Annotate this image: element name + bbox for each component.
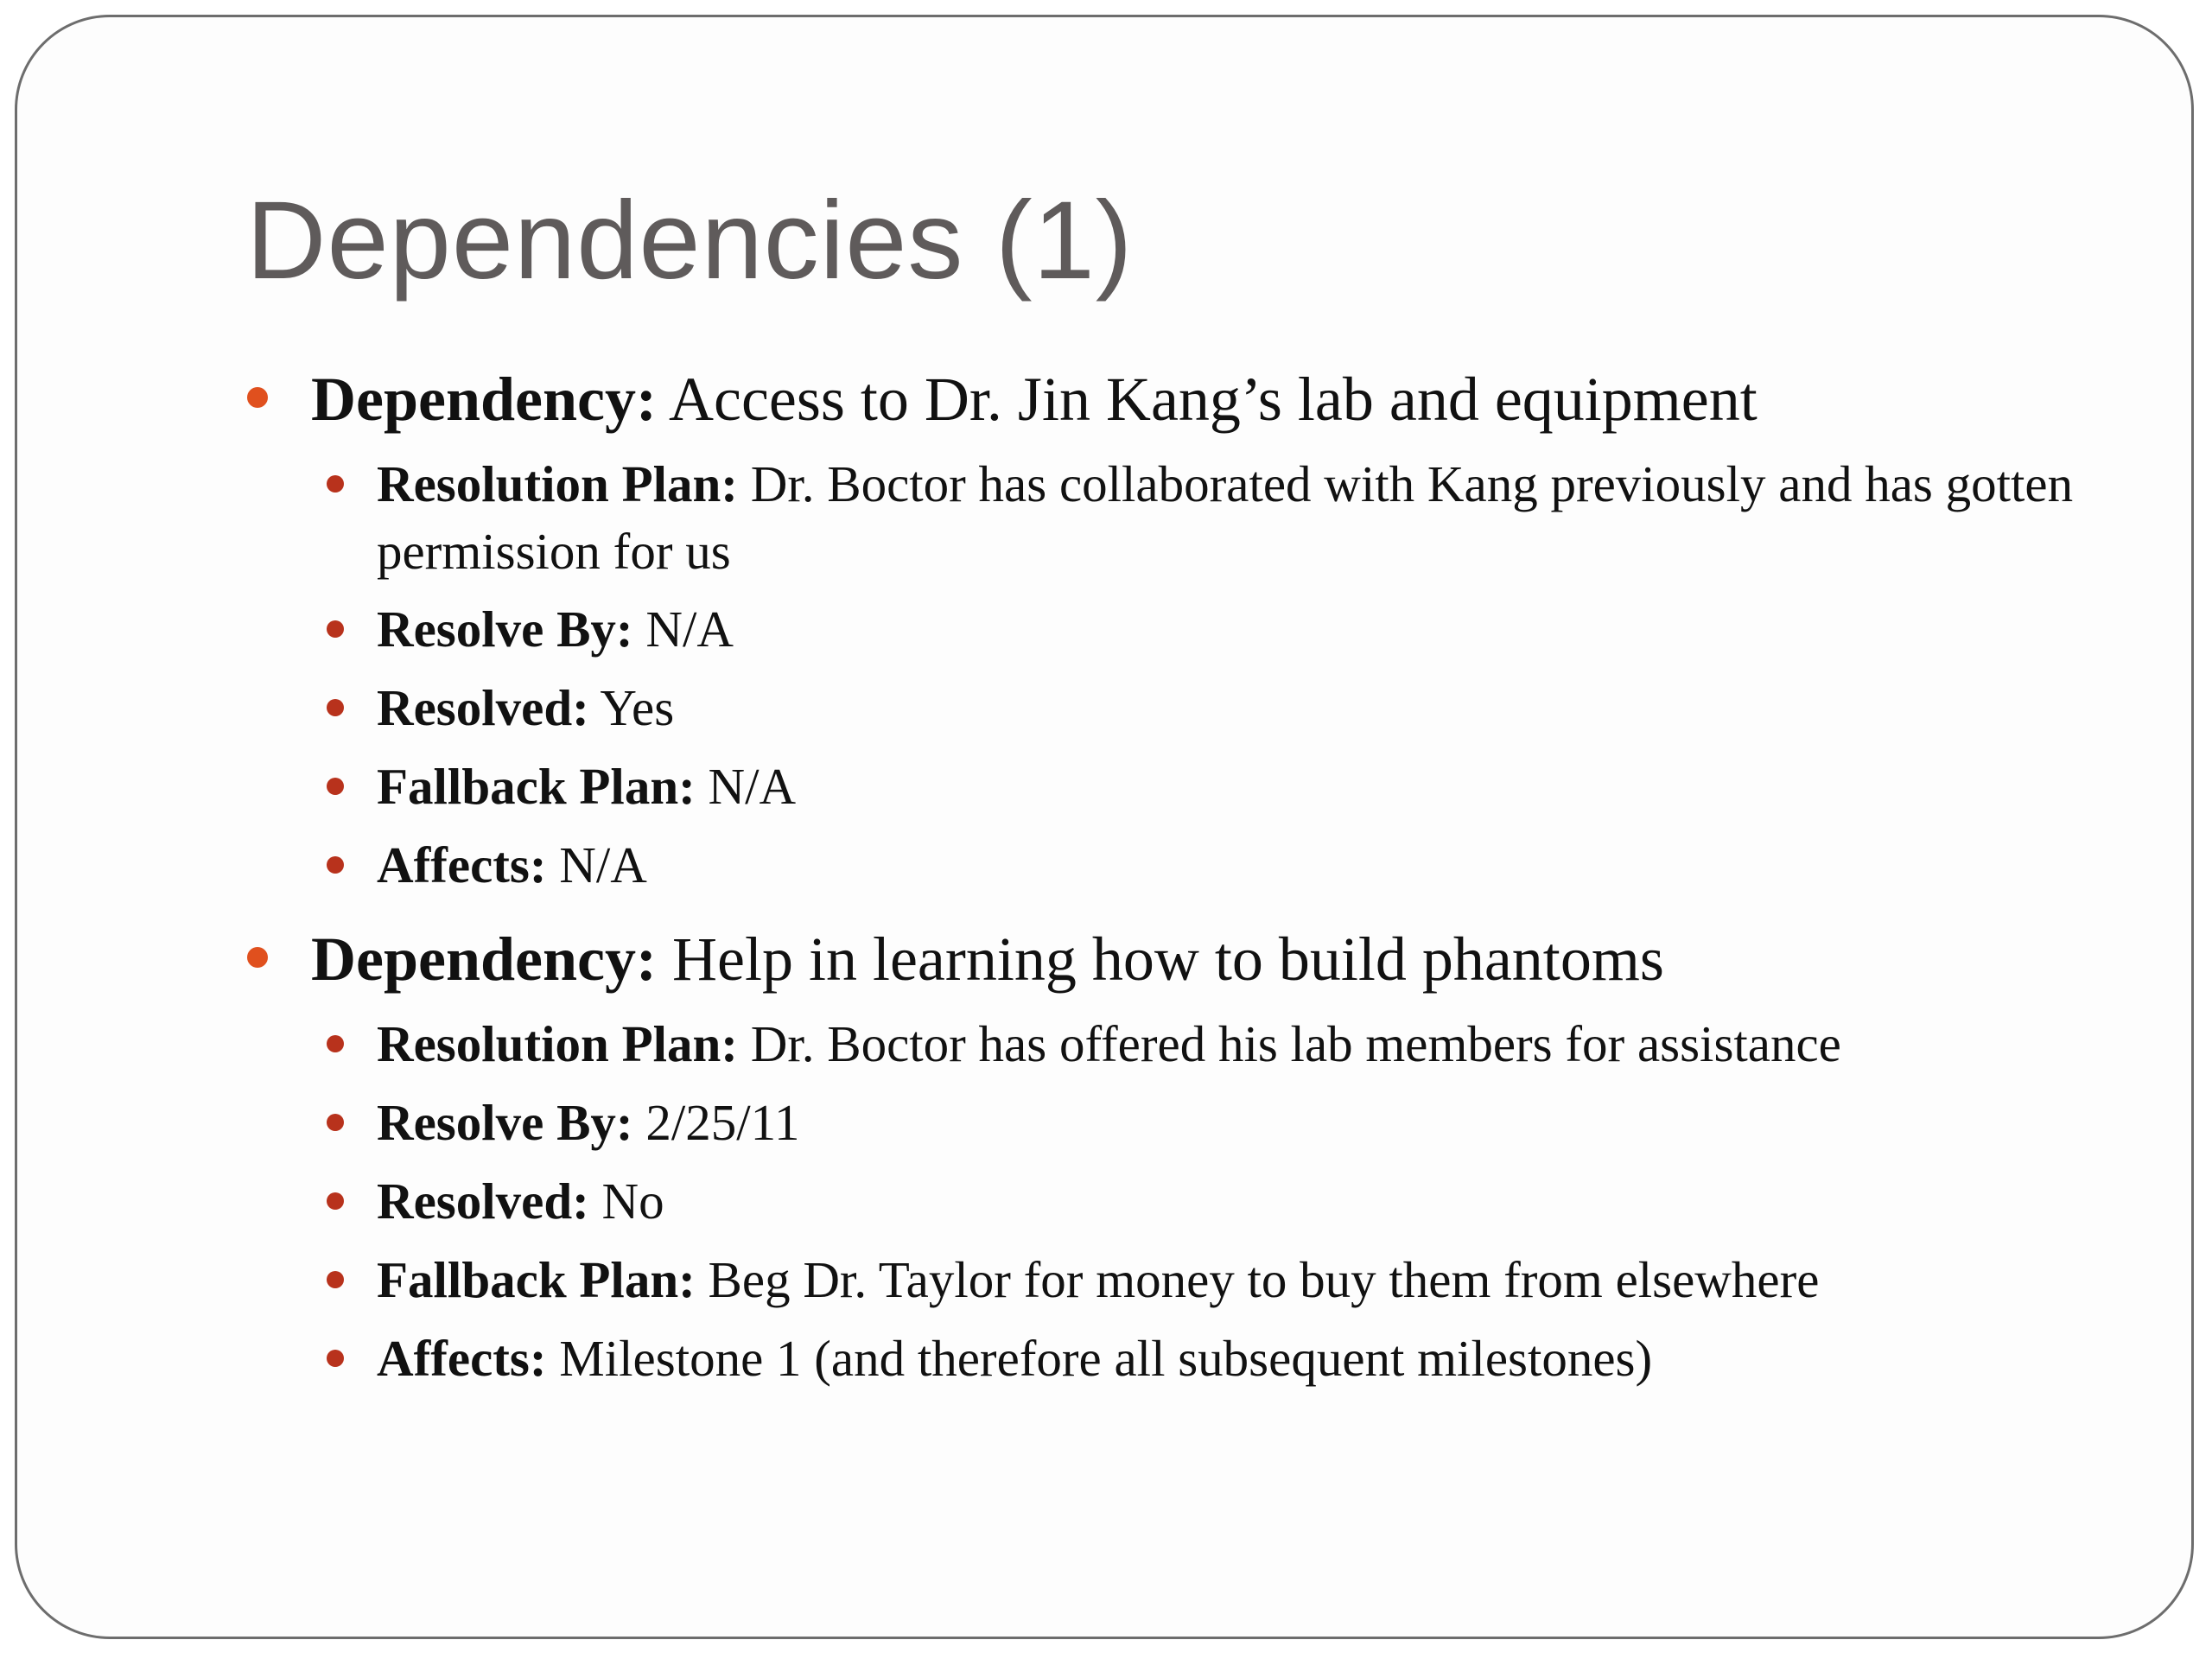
detail-text: Beg Dr. Taylor for money to buy them from elsewhere [695,1251,1820,1308]
detail-label: Affects: [377,1330,547,1387]
detail-label: Fallback Plan: [377,758,696,815]
detail-resolved [377,674,674,741]
sub-bullet-icon [327,1192,344,1210]
bullet-icon [247,387,268,408]
detail-text: 2/25/11 [632,1094,800,1151]
dependency-item [311,925,1664,994]
sub-bullet-icon [327,699,344,716]
detail-label: Affects: [377,836,547,893]
detail-resolution-plan [377,450,2105,585]
detail-text: Dr. Boctor has offered his lab members for assistance [737,1015,1841,1072]
detail-resolve-by [377,595,734,663]
dependency-label: Dependency: [311,365,657,434]
sub-bullet-icon [327,778,344,795]
sub-bullet-icon [327,620,344,638]
sub-bullet-icon [327,1114,344,1131]
detail-resolved [377,1167,664,1235]
detail-label: Resolved: [377,679,589,736]
dependency-item [311,365,1758,434]
detail-text: N/A [695,758,797,815]
detail-text: Milestone 1 (and therefore all subsequent milestones) [546,1330,1653,1387]
detail-label: Resolve By: [377,601,633,658]
detail-text: Dr. Boctor has collaborated with Kang previously and has gotten permission for us [377,455,2074,580]
detail-resolution-plan [377,1010,1841,1077]
detail-affects [377,1325,1652,1392]
slide-title: Dependencies (1) [246,179,1134,302]
sub-bullet-icon [327,475,344,493]
detail-resolve-by [377,1089,799,1156]
detail-text: Yes [588,679,675,736]
detail-label: Fallback Plan: [377,1251,696,1308]
dependency-label: Dependency: [311,925,657,994]
detail-label: Resolution Plan: [377,1015,738,1072]
dependency-text: Help in learning how to build phantoms [656,925,1664,994]
detail-label: Resolution Plan: [377,455,738,512]
detail-affects [377,831,647,899]
detail-fallback-plan [377,753,796,820]
detail-text: No [588,1173,664,1230]
detail-text: N/A [546,836,647,893]
sub-bullet-icon [327,856,344,874]
sub-bullet-icon [327,1350,344,1367]
detail-fallback-plan [377,1246,1819,1313]
dependency-text: Access to Dr. Jin Kang’s lab and equipment [656,365,1758,434]
sub-bullet-icon [327,1271,344,1288]
detail-text: N/A [632,601,734,658]
bullet-icon [247,947,268,968]
detail-label: Resolved: [377,1173,589,1230]
detail-label: Resolve By: [377,1094,633,1151]
sub-bullet-icon [327,1035,344,1052]
